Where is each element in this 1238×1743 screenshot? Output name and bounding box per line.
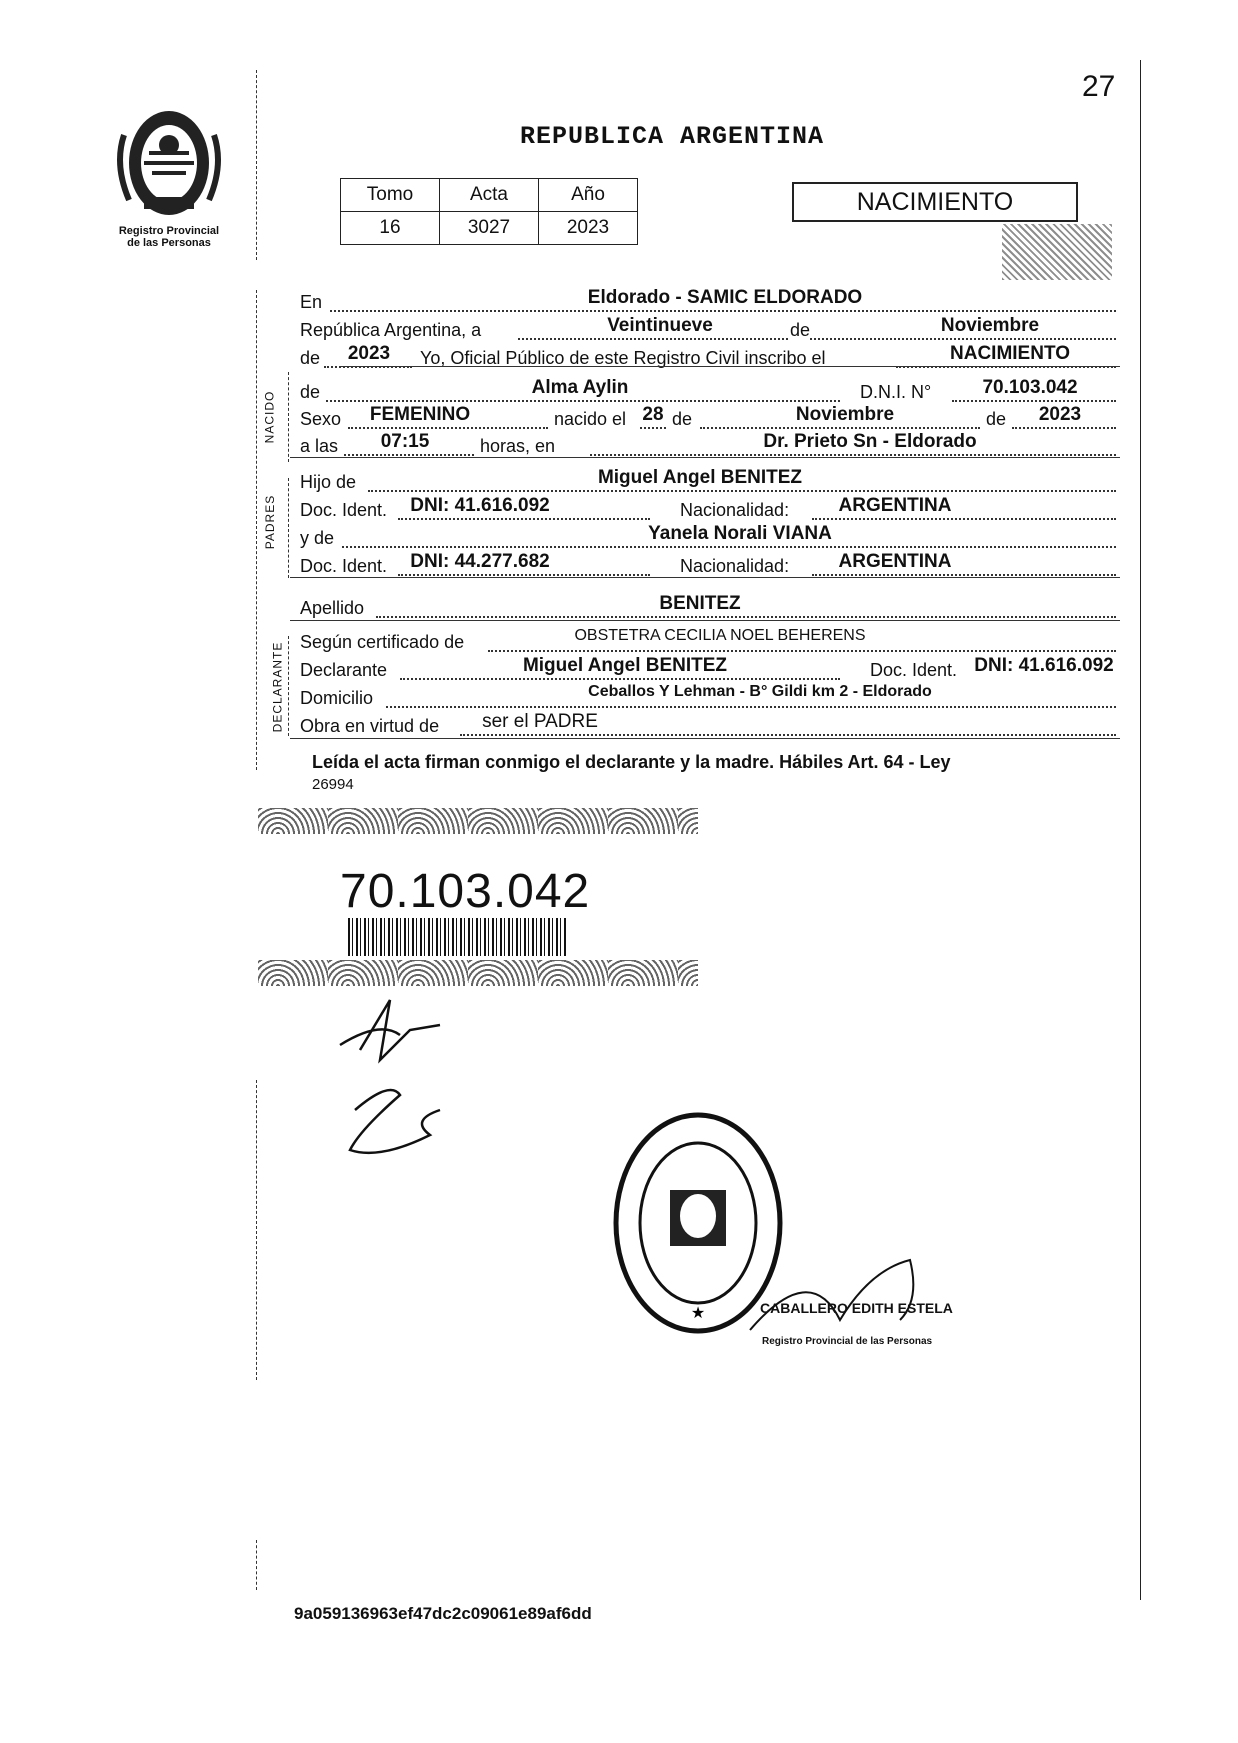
place-value: Eldorado - SAMIC ELDORADO [587, 287, 863, 308]
underline [290, 620, 1120, 621]
registry-caption: Registro Provincial de las Personas [118, 225, 220, 249]
declarant-doc: DNI: 41.616.092 [974, 655, 1114, 676]
officer-name: CABALLERO EDITH ESTELA [760, 1300, 953, 1316]
barcode-number: 70.103.042 [340, 865, 591, 918]
section-bracket [288, 636, 289, 736]
father-doc: DNI: 41.616.092 [410, 495, 550, 516]
row-time: a las 07:15 horas, en Dr. Prieto Sn - Eldorado [300, 432, 1120, 458]
barcode-icon [348, 918, 568, 956]
day-value: Veintinueve [607, 315, 713, 336]
father-name: Miguel Angel BENITEZ [597, 467, 803, 488]
table-cell-ano: 2023 [539, 212, 638, 245]
underline [290, 738, 1120, 739]
child-name: Alma Aylin [531, 377, 629, 398]
left-margin-line [256, 1540, 257, 1590]
underline [340, 366, 1120, 367]
left-margin-line [256, 290, 257, 770]
underline [290, 457, 1120, 458]
security-band [258, 960, 698, 986]
table-header-acta: Acta [440, 179, 539, 212]
table-header-tomo: Tomo [341, 179, 440, 212]
row-date: República Argentina, a Veintinueve de Noviembre [300, 316, 1120, 342]
side-label-declarante: DECLARANTE [270, 641, 285, 733]
birth-month: Noviembre [795, 404, 895, 425]
country-title: REPUBLICA ARGENTINA [520, 122, 825, 151]
signature-declarant-icon [320, 990, 480, 1170]
surname-value: BENITEZ [659, 593, 741, 614]
mother-name: Yanela Norali VIANA [648, 523, 832, 544]
row-certificate: Según certificado de OBSTETRA CECILIA NOEL BEHERENS [300, 628, 1120, 654]
table-header-ano: Año [539, 179, 638, 212]
table-cell-acta: 3027 [440, 212, 539, 245]
month-value: Noviembre [940, 315, 1040, 336]
row-mother: y de Yanela Norali VIANA [300, 524, 1120, 550]
year-value: 2023 [347, 343, 391, 364]
act-type-box: NACIMIENTO [792, 182, 1078, 222]
mother-doc: DNI: 44.277.682 [410, 551, 550, 572]
birth-place: Dr. Prieto Sn - Eldorado [763, 431, 977, 452]
basis-value: ser el PADRE [482, 711, 598, 732]
row-address: Domicilio Ceballos Y Lehman - B° Gildi km 2 - Eldorado [300, 684, 1120, 710]
section-bracket [288, 372, 289, 462]
birth-day: 28 [642, 404, 664, 425]
side-label-nacido: NACIDO [262, 390, 277, 444]
row-en: En Eldorado - SAMIC ELDORADO [300, 288, 1120, 314]
security-band [258, 808, 698, 834]
reference-table [340, 178, 638, 245]
svg-text:★: ★ [690, 1303, 706, 1322]
table-cell-tomo: 16 [341, 212, 440, 245]
province-shield-icon [104, 105, 234, 220]
sex-value: FEMENINO [369, 404, 471, 425]
left-margin-line [256, 1080, 257, 1380]
right-margin-line [1140, 60, 1141, 1600]
row-father: Hijo de Miguel Angel BENITEZ [300, 468, 1120, 494]
closing-text-line2: 26994 [312, 776, 354, 793]
row-declarant: Declarante Miguel Angel BENITEZ Doc. Ident. DNI: 41.616.092 [300, 656, 1120, 682]
address-value: Ceballos Y Lehman - B° Gildi km 2 - Eldorado [588, 683, 932, 700]
row-basis: Obra en virtud de ser el PADRE [300, 712, 1120, 738]
page-number: 27 [1082, 70, 1116, 103]
father-nationality: ARGENTINA [838, 495, 952, 516]
left-margin-line [256, 70, 257, 260]
row-name: de Alma Aylin D.N.I. N° 70.103.042 [300, 378, 1120, 404]
child-dni: 70.103.042 [982, 377, 1078, 398]
birth-year: 2023 [1038, 404, 1082, 425]
row-father-doc: Doc. Ident. DNI: 41.616.092 Nacionalidad: ARGENTINA [300, 496, 1120, 522]
document-hash: 9a059136963ef47dc2c09061e89af6dd [294, 1604, 592, 1623]
birth-time: 07:15 [380, 431, 430, 452]
mother-nationality: ARGENTINA [838, 551, 952, 572]
registry-emblem [104, 105, 234, 249]
side-label-padres: PADRES [263, 494, 278, 550]
security-stamp [1002, 224, 1112, 280]
declarant-name: Miguel Angel BENITEZ [522, 655, 728, 676]
row-surname: Apellido BENITEZ [300, 594, 1120, 620]
certificate-value: OBSTETRA CECILIA NOEL BEHERENS [574, 627, 866, 644]
closing-text-line1: Leída el acta firman conmigo el declarante y la madre. Hábiles Art. 64 - Ley [312, 752, 951, 772]
officer-title: Registro Provincial de las Personas [762, 1336, 933, 1347]
act-registered: NACIMIENTO [950, 343, 1070, 364]
row-sex: Sexo FEMENINO nacido el 28 de Noviembre de 2023 [300, 405, 1120, 431]
row-mother-doc: Doc. Ident. DNI: 44.277.682 Nacionalidad: ARGENTINA [300, 552, 1120, 578]
row-year: de 2023 Yo, Oficial Público de este Registro Civil inscribo el NACIMIENTO [300, 344, 1120, 370]
underline [290, 577, 1120, 578]
section-bracket [288, 478, 289, 578]
